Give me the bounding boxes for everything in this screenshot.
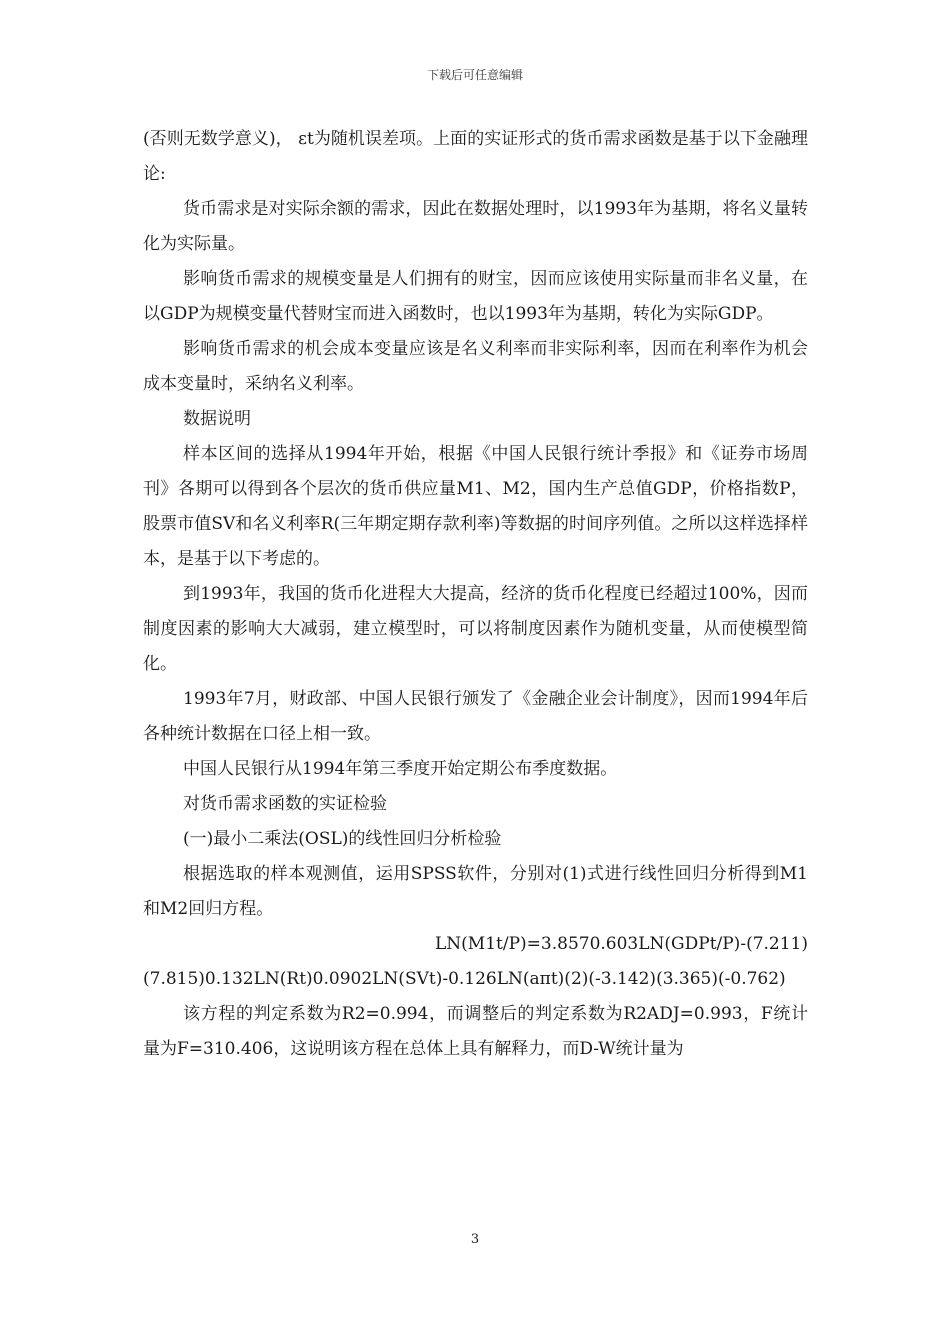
paragraph-4: 影响货币需求的机会成本变量应该是名义利率而非实际利率，因而在利率作为机会成本变量时，采纳名义利率。 [143, 339, 808, 394]
document-body [143, 122, 808, 1067]
paragraph-8: 1993年7月，财政部、中国人民银行颁发了《金融企业会计制度》，因而1994年后各种统计数据在口径上相一致。 [143, 689, 808, 744]
paragraph-7: 到1993年，我国的货币化进程大大提高，经济的货币化程度已经超过100%，因而制度因素的影响大大减弱，建立模型时，可以将制度因素作为随机变量，从而使模型简化。 [143, 584, 808, 674]
equation-line-1: LN(M1t/P)=3.8570.603LN(GDPt/P)-(7.211) [435, 934, 808, 954]
paragraph-3: 影响货币需求的规模变量是人们拥有的财宝，因而应该使用实际量而非名义量，在以GDP为规模变量代替财宝而进入函数时，也以1993年为基期，转化为实际GDP。 [143, 269, 808, 324]
section-heading-data: 数据说明 [183, 409, 251, 429]
paragraph-9: 中国人民银行从1994年第三季度开始定期公布季度数据。 [183, 759, 618, 779]
paragraph-2: 货币需求是对实际余额的需求，因此在数据处理时，以1993年为基期，将名义量转化为实际量。 [143, 199, 808, 254]
subsection-heading-ols: (一)最小二乘法(OSL)的线性回归分析检验 [183, 829, 502, 849]
section-heading-test: 对货币需求函数的实证检验 [183, 794, 387, 814]
paragraph-6: 样本区间的选择从1994年开始，根据《中国人民银行统计季报》和《证券市场周刊》各期可以得到各个层次的货币供应量M1、M2，国内生产总值GDP，价格指数P，股票市值SV和名义利率R(三年期定期存款利率)等数据的时间序列值。之所以这样选择样本，是基于以下考虑的。 [143, 444, 808, 569]
page-header: 下载后可任意编辑 [426, 68, 523, 82]
paragraph-1: (否则无数学意义)， εt为随机误差项。上面的实证形式的货币需求函数是基于以下金融理论: [143, 129, 808, 184]
paragraph-12: 根据选取的样本观测值，运用SPSS软件，分别对(1)式进行线性回归分析得到M1和M2回归方程。 [143, 864, 808, 919]
page-number: 3 [470, 1232, 480, 1247]
equation-line-2: (7.815)0.132LN(Rt)0.0902LN(SVt)-0.126LN(aπt)(2)(-3.142)(3.365)(-0.762) [143, 969, 786, 989]
paragraph-closing: 该方程的判定系数为R2=0.994，而调整后的判定系数为R2ADJ=0.993，F统计量为F=310.406，这说明该方程在总体上具有解释力，而D-W统计量为 [143, 1004, 808, 1059]
